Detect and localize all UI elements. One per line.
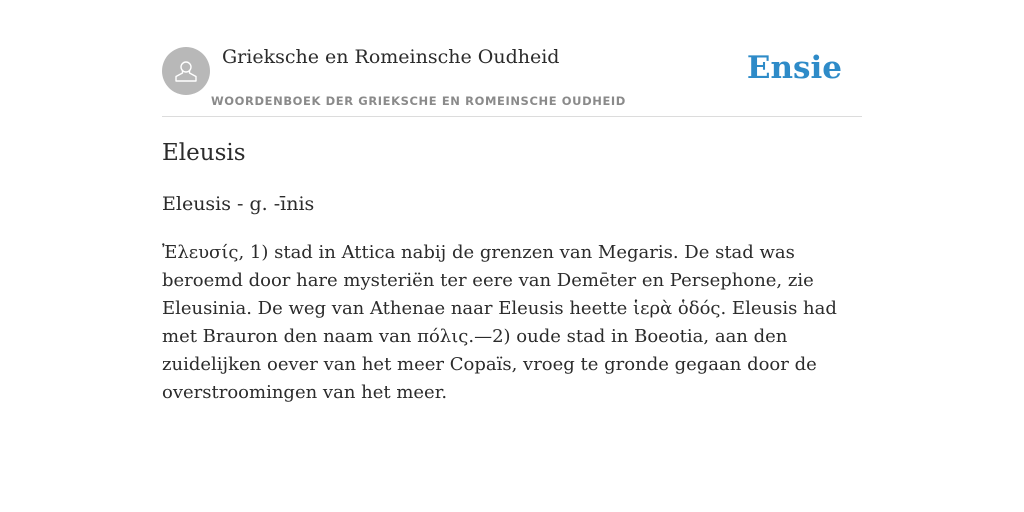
ensie-logo[interactable]: Ensie (746, 50, 842, 86)
page (162, 0, 862, 403)
user-silhouette-icon (172, 57, 200, 85)
source-subtitle: WOORDENBOEK DER GRIEKSCHE EN ROMEINSCHE OUDHEID (211, 94, 626, 108)
entry-title: Eleusis (162, 140, 246, 166)
source-header (162, 0, 862, 117)
source-title-link[interactable]: Grieksche en Romeinsche Oudheid (222, 46, 560, 68)
entry-headword: Eleusis - g. -īnis (162, 193, 315, 215)
source-avatar[interactable] (162, 47, 210, 95)
entry-body: Ἐλευσίς, 1) stad in Attica nabij de grenzen van Megaris. De stad was beroemd door hare mysteriën ter eere van Demēter en Persephone, zie Eleusinia. De weg van Athenae naar Eleusis heette ἱερὰ ὁδός. Eleusis had met Brauron den naam van πόλις.—2) oude stad in Boeotia, aan den zuidelijken oever van het meer Copaïs, vroeg te gronde gegaan door de overstroomingen van het meer. (162, 242, 837, 403)
